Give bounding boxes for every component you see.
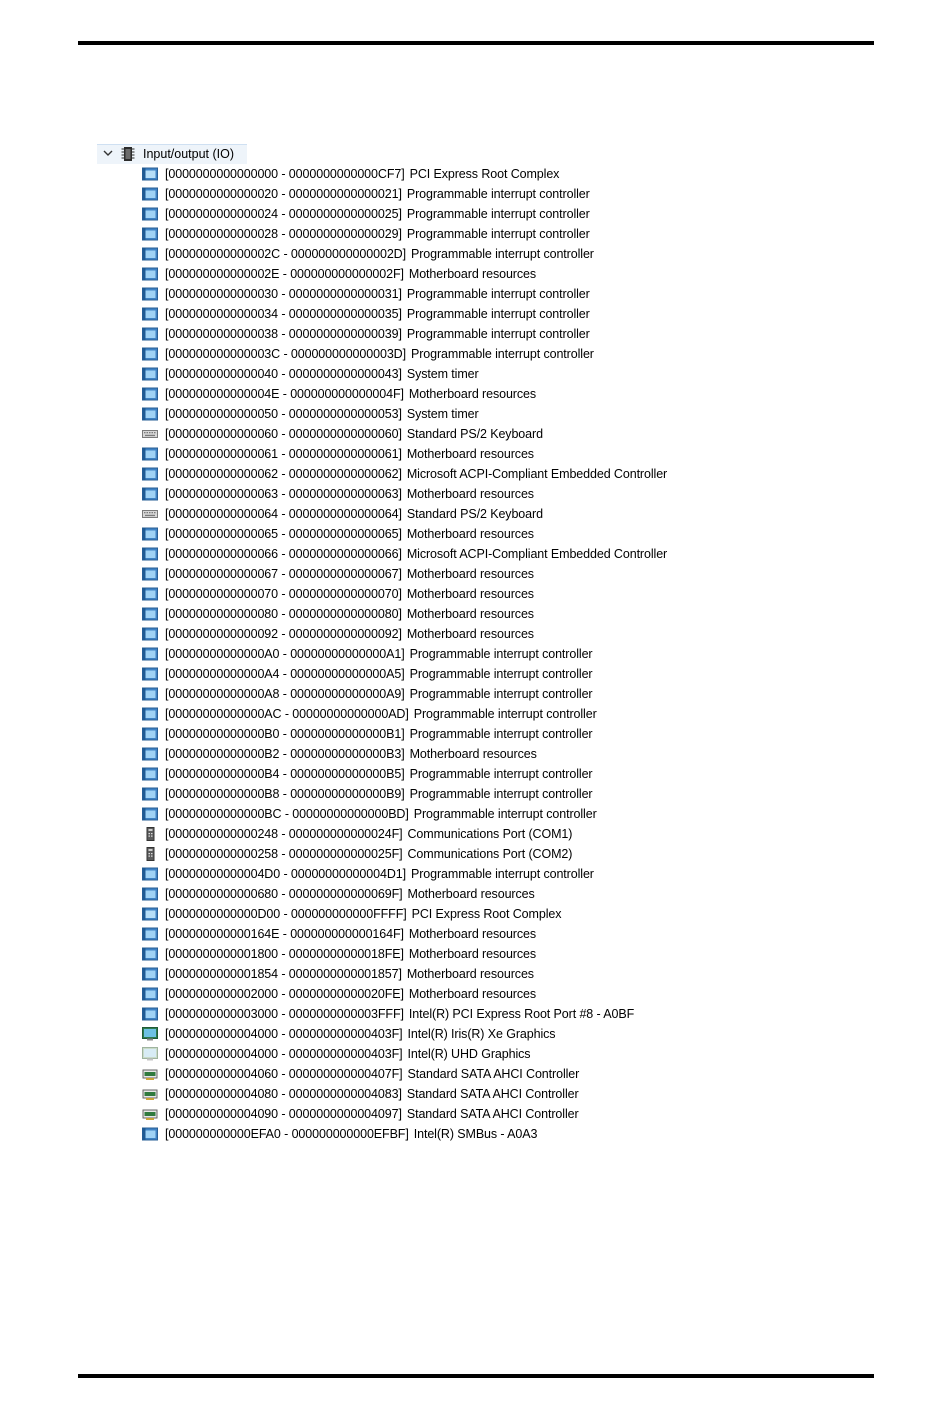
system-device-icon bbox=[142, 247, 158, 261]
system-device-icon bbox=[142, 627, 158, 641]
tree-item-text bbox=[165, 244, 594, 264]
system-device-icon bbox=[142, 1007, 158, 1021]
device-name: Motherboard resources bbox=[408, 987, 537, 1001]
system-device-icon bbox=[142, 187, 158, 201]
device-name: PCI Express Root Complex bbox=[409, 167, 560, 181]
io-range: [0000000000000024 - 0000000000000025] bbox=[165, 207, 402, 221]
tree-item-text bbox=[165, 464, 667, 484]
tree-item-text bbox=[165, 264, 536, 284]
system-device-icon bbox=[142, 967, 158, 981]
io-range: [0000000000000680 - 000000000000069F] bbox=[165, 887, 403, 901]
io-range: [0000000000000061 - 0000000000000061] bbox=[165, 447, 402, 461]
device-tree bbox=[97, 144, 797, 1144]
io-range: [000000000000002E - 000000000000002F] bbox=[165, 267, 404, 281]
system-device-icon bbox=[142, 1127, 158, 1141]
device-name: Standard SATA AHCI Controller bbox=[406, 1107, 579, 1121]
system-device-icon bbox=[142, 767, 158, 781]
io-range: [00000000000000B8 - 00000000000000B9] bbox=[165, 787, 405, 801]
tree-item-text bbox=[165, 664, 592, 684]
tree-item-text bbox=[165, 1124, 537, 1144]
tree-item[interactable] bbox=[97, 244, 797, 264]
tree-item[interactable] bbox=[97, 764, 797, 784]
tree-item[interactable] bbox=[97, 344, 797, 364]
device-name: Programmable interrupt controller bbox=[406, 287, 590, 301]
io-range: [0000000000000062 - 0000000000000062] bbox=[165, 467, 402, 481]
tree-item[interactable] bbox=[97, 1064, 797, 1084]
tree-item[interactable] bbox=[97, 884, 797, 904]
io-range: [0000000000000070 - 0000000000000070] bbox=[165, 587, 402, 601]
device-name: Microsoft ACPI-Compliant Embedded Controller bbox=[406, 467, 668, 481]
device-name: PCI Express Root Complex bbox=[411, 907, 562, 921]
device-name: Motherboard resources bbox=[409, 747, 537, 761]
tree-item-text bbox=[165, 524, 534, 544]
device-name: Motherboard resources bbox=[406, 447, 534, 461]
device-name: Programmable interrupt controller bbox=[406, 307, 590, 321]
tree-item[interactable] bbox=[97, 664, 797, 684]
tree-item[interactable] bbox=[97, 404, 797, 424]
io-range: [00000000000000A4 - 00000000000000A5] bbox=[165, 667, 405, 681]
storage-controller-icon bbox=[142, 1107, 158, 1121]
system-device-icon bbox=[142, 647, 158, 661]
tree-item-text bbox=[165, 604, 534, 624]
tree-item[interactable] bbox=[97, 964, 797, 984]
tree-item-text bbox=[165, 284, 590, 304]
device-name: Motherboard resources bbox=[408, 927, 537, 941]
tree-item-text bbox=[165, 204, 590, 224]
tree-node-label: Input/output (IO) bbox=[143, 147, 235, 161]
tree-item[interactable] bbox=[97, 944, 797, 964]
tree-item[interactable] bbox=[97, 564, 797, 584]
device-name: Programmable interrupt controller bbox=[410, 347, 594, 361]
io-range: [0000000000002000 - 00000000000020FE] bbox=[165, 987, 404, 1001]
system-device-icon bbox=[142, 887, 158, 901]
io-range: [0000000000003000 - 0000000000003FFF] bbox=[165, 1007, 404, 1021]
tree-node-input-output[interactable] bbox=[97, 144, 797, 164]
display-adapter-icon bbox=[142, 1027, 158, 1041]
system-device-icon bbox=[142, 487, 158, 501]
device-name: System timer bbox=[406, 367, 479, 381]
tree-item[interactable] bbox=[97, 804, 797, 824]
tree-item[interactable] bbox=[97, 264, 797, 284]
serial-port-icon bbox=[142, 847, 158, 861]
pci-bus-icon bbox=[142, 907, 158, 921]
system-device-icon bbox=[142, 527, 158, 541]
tree-item-text bbox=[165, 544, 667, 564]
io-range: [0000000000000060 - 0000000000000060] bbox=[165, 427, 402, 441]
tree-item[interactable] bbox=[97, 624, 797, 644]
tree-item[interactable] bbox=[97, 1004, 797, 1024]
io-range: [00000000000000AC - 00000000000000AD] bbox=[165, 707, 409, 721]
io-range: [0000000000000065 - 0000000000000065] bbox=[165, 527, 402, 541]
device-name: Intel(R) PCI Express Root Port #8 - A0BF bbox=[408, 1007, 635, 1021]
device-name: Communications Port (COM2) bbox=[407, 847, 573, 861]
tree-item-text bbox=[165, 1084, 579, 1104]
device-name: Programmable interrupt controller bbox=[413, 707, 597, 721]
tree-item[interactable] bbox=[97, 504, 797, 524]
io-range: [0000000000001800 - 00000000000018FE] bbox=[165, 947, 404, 961]
tree-item-text bbox=[165, 184, 590, 204]
system-device-icon bbox=[142, 327, 158, 341]
tree-item[interactable] bbox=[97, 864, 797, 884]
io-range: [000000000000003C - 000000000000003D] bbox=[165, 347, 406, 361]
tree-item[interactable] bbox=[97, 284, 797, 304]
io-range: [00000000000004D0 - 00000000000004D1] bbox=[165, 867, 406, 881]
io-range: [000000000000004E - 000000000000004F] bbox=[165, 387, 404, 401]
system-device-icon bbox=[142, 567, 158, 581]
system-device-icon bbox=[142, 407, 158, 421]
tree-item-text bbox=[165, 324, 590, 344]
tree-item[interactable] bbox=[97, 444, 797, 464]
tree-item-text bbox=[165, 844, 572, 864]
tree-item-text bbox=[165, 384, 536, 404]
system-device-icon bbox=[142, 287, 158, 301]
tree-item-text bbox=[165, 984, 536, 1004]
device-name: Motherboard resources bbox=[406, 587, 534, 601]
tree-item-text bbox=[165, 1044, 530, 1064]
system-device-icon bbox=[142, 947, 158, 961]
tree-item[interactable] bbox=[97, 484, 797, 504]
io-range: [00000000000000B4 - 00000000000000B5] bbox=[165, 767, 405, 781]
system-device-icon bbox=[142, 587, 158, 601]
device-name: Motherboard resources bbox=[406, 627, 534, 641]
device-name: Programmable interrupt controller bbox=[409, 687, 593, 701]
tree-item-text bbox=[165, 964, 534, 984]
tree-item[interactable] bbox=[97, 904, 797, 924]
tree-item[interactable] bbox=[97, 524, 797, 544]
system-device-icon bbox=[142, 787, 158, 801]
device-name: Programmable interrupt controller bbox=[406, 227, 590, 241]
storage-controller-icon bbox=[142, 1087, 158, 1101]
device-name: Standard PS/2 Keyboard bbox=[406, 507, 543, 521]
tree-item-text bbox=[165, 404, 479, 424]
io-range: [0000000000000063 - 0000000000000063] bbox=[165, 487, 402, 501]
system-device-icon bbox=[142, 227, 158, 241]
tree-item-text bbox=[165, 764, 592, 784]
tree-item-text bbox=[165, 564, 534, 584]
tree-item-text bbox=[165, 344, 594, 364]
device-name: Motherboard resources bbox=[408, 267, 537, 281]
tree-item-text bbox=[165, 1104, 579, 1124]
device-name: Microsoft ACPI-Compliant Embedded Controller bbox=[406, 547, 668, 561]
tree-item-text bbox=[165, 904, 561, 924]
io-range: [0000000000004080 - 0000000000004083] bbox=[165, 1087, 402, 1101]
tree-item-text bbox=[165, 504, 543, 524]
io-range: [000000000000002C - 000000000000002D] bbox=[165, 247, 406, 261]
io-range: [0000000000000030 - 0000000000000031] bbox=[165, 287, 402, 301]
tree-item-text bbox=[165, 364, 479, 384]
tree-item-text bbox=[165, 744, 537, 764]
tree-item[interactable] bbox=[97, 164, 797, 184]
device-name: Motherboard resources bbox=[406, 527, 534, 541]
system-device-icon bbox=[142, 347, 158, 361]
system-device-icon bbox=[142, 547, 158, 561]
io-range: [0000000000000080 - 0000000000000080] bbox=[165, 607, 402, 621]
device-name: Programmable interrupt controller bbox=[413, 807, 597, 821]
io-range: [0000000000004000 - 000000000000403F] bbox=[165, 1047, 403, 1061]
tree-item[interactable] bbox=[97, 544, 797, 564]
tree-item[interactable] bbox=[97, 424, 797, 444]
system-device-icon bbox=[142, 607, 158, 621]
system-device-icon bbox=[142, 867, 158, 881]
io-range: [000000000000164E - 000000000000164F] bbox=[165, 927, 404, 941]
io-range: [0000000000000064 - 0000000000000064] bbox=[165, 507, 402, 521]
device-name: Intel(R) UHD Graphics bbox=[407, 1047, 531, 1061]
tree-item-text bbox=[165, 584, 534, 604]
tree-item[interactable] bbox=[97, 584, 797, 604]
tree-item[interactable] bbox=[97, 824, 797, 844]
device-name: Motherboard resources bbox=[406, 607, 534, 621]
device-name: Programmable interrupt controller bbox=[409, 727, 593, 741]
keyboard-icon bbox=[142, 507, 158, 521]
io-range: [0000000000000028 - 0000000000000029] bbox=[165, 227, 402, 241]
tree-item-text bbox=[165, 304, 590, 324]
tree-item[interactable] bbox=[97, 224, 797, 244]
io-range: [000000000000EFA0 - 000000000000EFBF] bbox=[165, 1127, 409, 1141]
tree-item-text bbox=[165, 444, 534, 464]
tree-item[interactable] bbox=[97, 684, 797, 704]
io-range: [00000000000000B0 - 00000000000000B1] bbox=[165, 727, 405, 741]
device-name: Motherboard resources bbox=[408, 387, 537, 401]
device-name: Intel(R) Iris(R) Xe Graphics bbox=[407, 1027, 556, 1041]
display-adapter-disabled-icon bbox=[142, 1047, 158, 1061]
tree-item[interactable] bbox=[97, 184, 797, 204]
device-name: Programmable interrupt controller bbox=[406, 187, 590, 201]
tree-item-text bbox=[165, 824, 572, 844]
tree-item[interactable] bbox=[97, 644, 797, 664]
tree-item[interactable] bbox=[97, 604, 797, 624]
tree-item-text bbox=[165, 644, 592, 664]
system-device-icon bbox=[142, 467, 158, 481]
device-name: Motherboard resources bbox=[408, 947, 537, 961]
io-range: [0000000000000D00 - 000000000000FFFF] bbox=[165, 907, 407, 921]
system-device-icon bbox=[142, 307, 158, 321]
io-range: [0000000000000020 - 0000000000000021] bbox=[165, 187, 402, 201]
io-range: [0000000000000066 - 0000000000000066] bbox=[165, 547, 402, 561]
io-range: [0000000000001854 - 0000000000001857] bbox=[165, 967, 402, 981]
device-name: Standard SATA AHCI Controller bbox=[406, 1087, 579, 1101]
io-range: [0000000000000040 - 0000000000000043] bbox=[165, 367, 402, 381]
system-device-icon bbox=[142, 367, 158, 381]
tree-item-text bbox=[165, 924, 536, 944]
system-device-icon bbox=[142, 807, 158, 821]
tree-item[interactable] bbox=[97, 844, 797, 864]
tree-item-text bbox=[165, 864, 594, 884]
chip-icon bbox=[121, 146, 135, 162]
io-range: [0000000000000034 - 0000000000000035] bbox=[165, 307, 402, 321]
keyboard-icon bbox=[142, 427, 158, 441]
device-name: Programmable interrupt controller bbox=[409, 647, 593, 661]
io-range: [0000000000000050 - 0000000000000053] bbox=[165, 407, 402, 421]
tree-item-text bbox=[165, 164, 559, 184]
device-name: Communications Port (COM1) bbox=[407, 827, 573, 841]
tree-item-text bbox=[165, 884, 535, 904]
tree-item-text bbox=[165, 784, 592, 804]
device-name: Programmable interrupt controller bbox=[410, 247, 594, 261]
system-device-icon bbox=[142, 267, 158, 281]
tree-item[interactable] bbox=[97, 324, 797, 344]
tree-item-text bbox=[165, 484, 534, 504]
device-name: Motherboard resources bbox=[407, 887, 535, 901]
system-device-icon bbox=[142, 687, 158, 701]
tree-item[interactable] bbox=[97, 704, 797, 724]
system-device-icon bbox=[142, 727, 158, 741]
device-name: System timer bbox=[406, 407, 479, 421]
top-rule bbox=[78, 41, 874, 45]
device-name: Standard SATA AHCI Controller bbox=[407, 1067, 580, 1081]
io-range: [00000000000000A8 - 00000000000000A9] bbox=[165, 687, 405, 701]
tree-item-text bbox=[165, 624, 534, 644]
tree-item[interactable] bbox=[97, 364, 797, 384]
tree-item[interactable] bbox=[97, 984, 797, 1004]
io-range: [0000000000000092 - 0000000000000092] bbox=[165, 627, 402, 641]
tree-item[interactable] bbox=[97, 1044, 797, 1064]
system-device-icon bbox=[142, 927, 158, 941]
device-name: Programmable interrupt controller bbox=[409, 667, 593, 681]
system-device-icon bbox=[142, 987, 158, 1001]
tree-item[interactable] bbox=[97, 1104, 797, 1124]
device-name: Programmable interrupt controller bbox=[409, 767, 593, 781]
device-name: Standard PS/2 Keyboard bbox=[406, 427, 543, 441]
bottom-rule bbox=[78, 1374, 874, 1378]
tree-item[interactable] bbox=[97, 744, 797, 764]
io-range: [0000000000000258 - 000000000000025F] bbox=[165, 847, 403, 861]
io-range: [00000000000000A0 - 00000000000000A1] bbox=[165, 647, 405, 661]
tree-item-text bbox=[165, 804, 597, 824]
device-name: Programmable interrupt controller bbox=[406, 207, 590, 221]
tree-item[interactable] bbox=[97, 1084, 797, 1104]
device-name: Programmable interrupt controller bbox=[409, 787, 593, 801]
tree-item-text bbox=[165, 944, 536, 964]
tree-item[interactable] bbox=[97, 1124, 797, 1144]
system-device-icon bbox=[142, 447, 158, 461]
pci-bus-icon bbox=[142, 167, 158, 181]
tree-item[interactable] bbox=[97, 1024, 797, 1044]
tree-item[interactable] bbox=[97, 784, 797, 804]
io-range: [0000000000000248 - 000000000000024F] bbox=[165, 827, 403, 841]
tree-item-text bbox=[165, 1004, 634, 1024]
serial-port-icon bbox=[142, 827, 158, 841]
device-name: Programmable interrupt controller bbox=[406, 327, 590, 341]
tree-item-text bbox=[165, 724, 592, 744]
tree-item-text bbox=[165, 704, 597, 724]
tree-item[interactable] bbox=[97, 464, 797, 484]
system-device-icon bbox=[142, 207, 158, 221]
storage-controller-icon bbox=[142, 1067, 158, 1081]
tree-item[interactable] bbox=[97, 204, 797, 224]
io-range: [00000000000000B2 - 00000000000000B3] bbox=[165, 747, 405, 761]
io-range: [0000000000004060 - 000000000000407F] bbox=[165, 1067, 403, 1081]
io-range: [0000000000004090 - 0000000000004097] bbox=[165, 1107, 402, 1121]
device-name: Programmable interrupt controller bbox=[410, 867, 594, 881]
tree-item-text bbox=[165, 684, 592, 704]
tree-item-text bbox=[165, 224, 590, 244]
system-device-icon bbox=[142, 667, 158, 681]
tree-item[interactable] bbox=[97, 384, 797, 404]
tree-item[interactable] bbox=[97, 724, 797, 744]
io-range: [00000000000000BC - 00000000000000BD] bbox=[165, 807, 409, 821]
device-name: Motherboard resources bbox=[406, 487, 534, 501]
tree-item-text bbox=[165, 1024, 555, 1044]
io-range: [0000000000004000 - 000000000000403F] bbox=[165, 1027, 403, 1041]
tree-item[interactable] bbox=[97, 924, 797, 944]
device-name: Motherboard resources bbox=[406, 967, 534, 981]
system-device-icon bbox=[142, 707, 158, 721]
device-name: Intel(R) SMBus - A0A3 bbox=[413, 1127, 538, 1141]
resource-list bbox=[97, 164, 797, 1144]
tree-item[interactable] bbox=[97, 304, 797, 324]
system-device-icon bbox=[142, 387, 158, 401]
device-name: Motherboard resources bbox=[406, 567, 534, 581]
tree-item-text bbox=[165, 1064, 579, 1084]
io-range: [0000000000000038 - 0000000000000039] bbox=[165, 327, 402, 341]
io-range: [0000000000000000 - 0000000000000CF7] bbox=[165, 167, 405, 181]
system-device-icon bbox=[142, 747, 158, 761]
chevron-down-icon[interactable] bbox=[101, 146, 115, 160]
io-range: [0000000000000067 - 0000000000000067] bbox=[165, 567, 402, 581]
tree-item-text bbox=[165, 424, 543, 444]
